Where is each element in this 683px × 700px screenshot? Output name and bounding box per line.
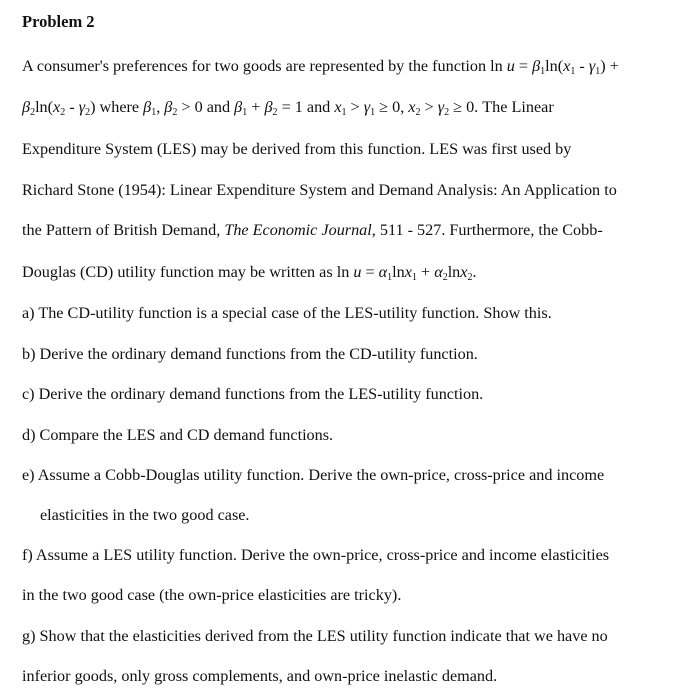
intro-text: - [65, 98, 79, 116]
subscript: 1 [370, 107, 376, 118]
intro-text: - [575, 57, 589, 75]
intro-text: ln [447, 263, 461, 281]
intro-text: = [514, 57, 533, 75]
math-symbol: γ [588, 57, 596, 75]
question-b: b) Derive the ordinary demand functions from the CD-utility function. [22, 345, 478, 363]
intro-text: ln [392, 263, 405, 281]
intro-text: > 0 and [177, 98, 235, 116]
math-symbol: β [143, 98, 152, 116]
intro-text: ≥ 0, [375, 98, 409, 116]
math-symbol: β [234, 98, 243, 116]
intro-line-5 [22, 220, 603, 240]
journal-title: The Economic Journal [224, 221, 372, 239]
math-symbol: β [164, 98, 173, 116]
subscript: 1 [341, 107, 347, 118]
question-a: a) The CD-utility function is a special case of the LES-utility function. Show this. [22, 304, 552, 322]
intro-text: ≥ 0. The Linear [449, 98, 554, 116]
subscript: 2 [415, 107, 421, 118]
subscript: 2 [172, 107, 178, 118]
math-symbol: x [404, 263, 412, 281]
question-d: d) Compare the LES and CD demand functions. [22, 426, 334, 444]
subscript: 1 [595, 66, 601, 77]
math-symbol: u [353, 263, 362, 281]
subscript: 1 [570, 66, 576, 77]
math-symbol: α [434, 263, 443, 281]
intro-text: Douglas (CD) utility function may be written as ln [22, 263, 354, 281]
math-symbol: α [378, 263, 388, 281]
intro-text: , 511 - 527. Furthermore, the Cobb- [371, 221, 603, 239]
intro-text: ) where [90, 98, 144, 116]
subscript: 2 [85, 107, 91, 118]
subscript: 2 [272, 107, 278, 118]
intro-line-4: Richard Stone (1954): Linear Expenditure System and Demand Analysis: An Application to [22, 181, 617, 199]
intro-text: ln( [545, 57, 564, 75]
math-symbol: x [53, 98, 61, 116]
intro-text: + [416, 263, 435, 281]
intro-text: . [472, 263, 477, 281]
math-symbol: x [460, 263, 468, 281]
intro-text: = [361, 263, 379, 281]
intro-text: ln( [35, 98, 54, 116]
math-symbol: x [563, 57, 571, 75]
intro-line-6 [22, 262, 477, 282]
math-symbol: u [506, 57, 515, 75]
intro-text: = 1 and [277, 98, 335, 116]
subscript: 2 [467, 272, 473, 283]
math-symbol: β [22, 98, 31, 116]
question-g-line-2: inferior goods, only gross complements, and own-price inelastic demand. [22, 667, 498, 685]
intro-line-2 [22, 97, 554, 117]
math-symbol: γ [363, 98, 371, 116]
math-symbol: β [264, 98, 273, 116]
intro-text: the Pattern of British Demand, [22, 221, 225, 239]
subscript: 1 [387, 272, 393, 283]
subscript: 1 [411, 272, 417, 283]
question-e-line-2: elasticities in the two good case. [40, 506, 250, 524]
question-c: c) Derive the ordinary demand functions from the LES-utility function. [22, 385, 484, 403]
intro-text: A consumer's preferences for two goods are represented by the function ln [22, 57, 507, 75]
math-symbol: β [532, 57, 541, 75]
intro-text: , [156, 98, 165, 116]
question-g-line-1: g) Show that the elasticities derived from the LES utility function indicate that we have no [22, 627, 608, 645]
subscript: 2 [444, 107, 450, 118]
intro-line-1 [22, 56, 619, 76]
intro-line-3: Expenditure System (LES) may be derived from this function. LES was first used by [22, 140, 572, 158]
question-e-line-1: e) Assume a Cobb-Douglas utility function. Derive the own-price, cross-price and income [22, 466, 605, 484]
question-f-line-2: in the two good case (the own-price elasticities are tricky). [22, 586, 402, 604]
subscript: 1 [151, 107, 157, 118]
math-symbol: γ [437, 98, 445, 116]
subscript: 2 [60, 107, 66, 118]
math-symbol: γ [78, 98, 86, 116]
subscript: 1 [242, 107, 248, 118]
intro-text: ) + [600, 57, 619, 75]
intro-text: + [247, 98, 265, 116]
math-symbol: x [408, 98, 416, 116]
question-f-line-1: f) Assume a LES utility function. Derive the own-price, cross-price and income elasticities [22, 546, 610, 564]
intro-text: > [420, 98, 438, 116]
problem-title: Problem 2 [22, 12, 95, 31]
subscript: 2 [442, 272, 448, 283]
subscript: 2 [30, 107, 36, 118]
subscript: 1 [540, 66, 546, 77]
math-symbol: x [334, 98, 342, 116]
intro-text: > [346, 98, 364, 116]
